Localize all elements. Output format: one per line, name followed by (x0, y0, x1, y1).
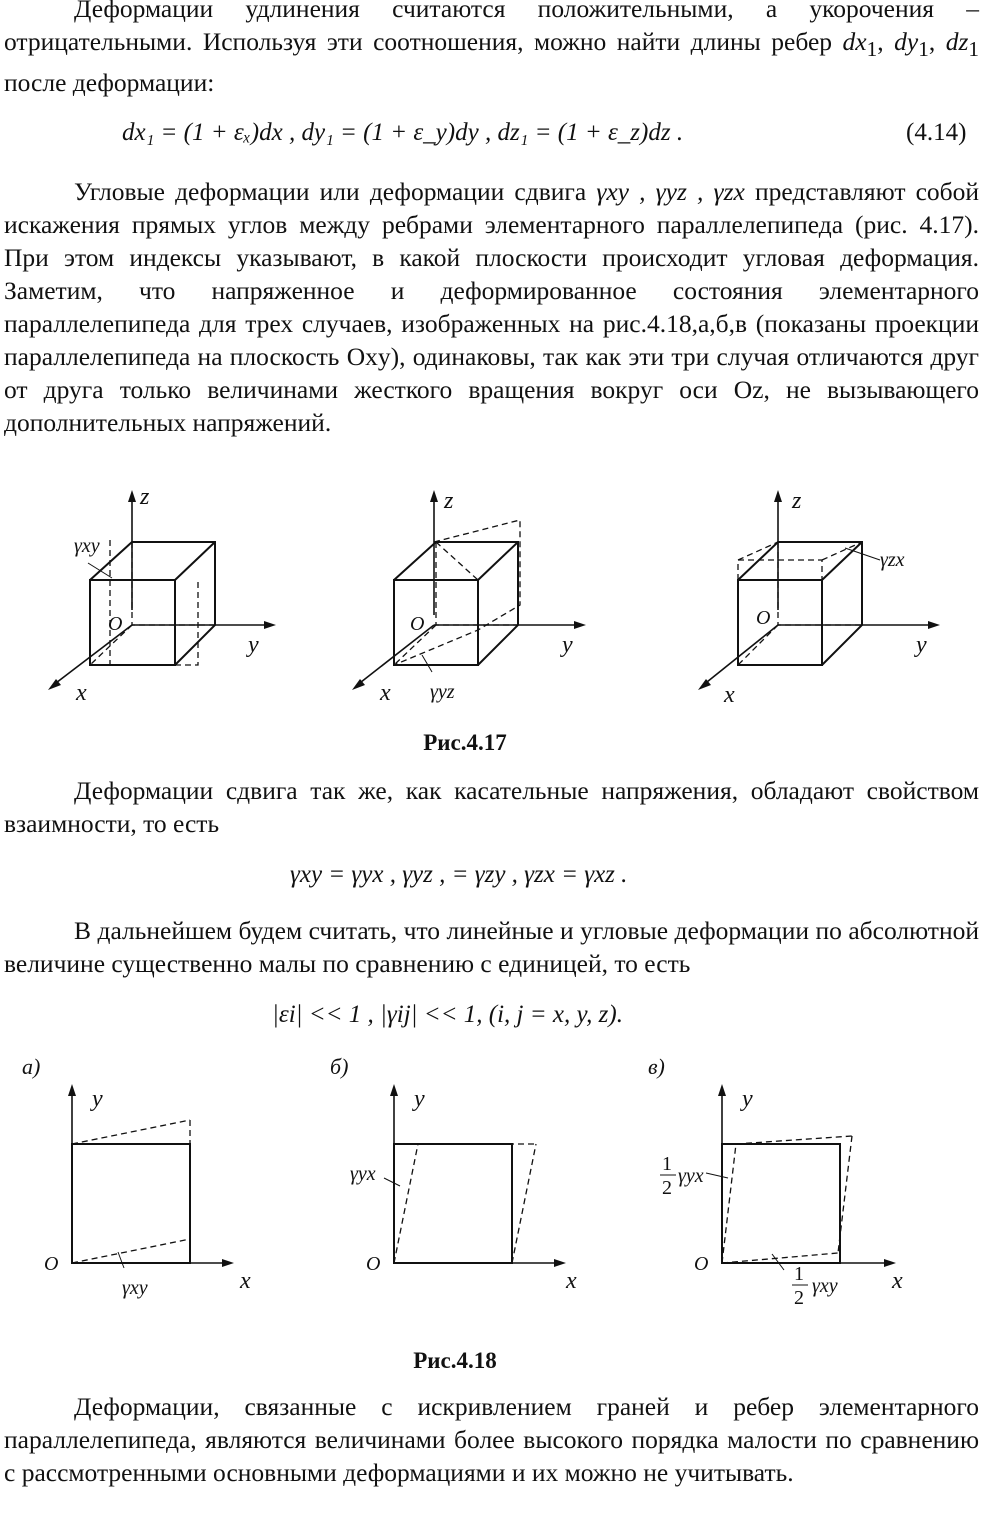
paragraph-elongation (4, 0, 979, 99)
figure-caption-4-18: Рис.4.18 (413, 1348, 497, 1373)
math-subscript: 1 (968, 37, 979, 62)
axis-label-x: x (380, 680, 391, 706)
gamma-xy-label: γxy (812, 1275, 838, 1297)
paragraph-line: после деформации: (4, 68, 215, 98)
panel-c (648, 1054, 903, 1309)
axis-label-z: z (140, 484, 150, 510)
origin-label: O (108, 613, 123, 635)
origin-label: O (694, 1253, 709, 1275)
half-denominator: 2 (794, 1287, 804, 1309)
punctuation: , (928, 27, 946, 56)
figure-4-17 (0, 480, 981, 740)
paragraph-reciprocity (4, 774, 979, 840)
gamma-xy-label: γxy (74, 535, 100, 557)
axis-label-y: y (92, 1086, 103, 1112)
axis-label-y: y (562, 632, 573, 658)
gamma-yz-label: γyz (430, 681, 455, 703)
paragraph-higher-order (4, 1390, 979, 1489)
paragraph-text: Деформации, связанные с искривлением граней и ребер элементарного параллелепипеда, являются величинами более высокого порядка малости по сравнению с рассмотренными основными деформациями и их можно не учитывать. (4, 1392, 979, 1487)
axis-label-y: y (248, 632, 259, 658)
axis-label-x: x (240, 1268, 251, 1294)
equation-4-14 (122, 116, 683, 149)
half-numerator: 1 (794, 1263, 804, 1285)
gamma-zx-label: γzx (880, 549, 905, 571)
figure-caption-4-17: Рис.4.17 (423, 730, 507, 755)
paragraph-shear-strain (4, 175, 979, 439)
axis-label-y: y (742, 1086, 753, 1112)
panel-label-c: в) (648, 1054, 665, 1079)
math-subscript: 1 (866, 37, 878, 62)
equation-reciprocity (290, 858, 627, 891)
axis-label-x: x (566, 1268, 577, 1294)
panel-label-a: а) (22, 1054, 41, 1079)
panel-b (330, 1054, 577, 1294)
paragraph-line: Деформации удлинения считаются положительными, а укорочения – (74, 0, 979, 23)
origin-label: O (756, 607, 771, 629)
gamma-yx-label: γyx (678, 1165, 704, 1187)
equation-small-strains (272, 998, 623, 1031)
cube-gamma-yz (352, 488, 586, 706)
math-symbol: dz (945, 27, 969, 56)
equation-text: |εi| << 1 , |γij| << 1, (i, j = x, y, z). (272, 1001, 623, 1028)
math-symbol: dy (894, 27, 919, 56)
gamma-yx-label: γyx (350, 1163, 376, 1185)
axis-label-z: z (792, 488, 802, 514)
paragraph-small-strains (4, 914, 979, 980)
half-denominator: 2 (662, 1177, 672, 1199)
equation-number: (4.14) (906, 119, 967, 146)
equation-text: dx₁ = (1 + εₓ)dx , dy₁ = (1 + ε_y)dy , dz₁ = (1 + ε_z)dz . (122, 119, 684, 146)
half-numerator: 1 (662, 1153, 672, 1175)
punctuation: , (877, 27, 884, 56)
panel-label-b: б) (330, 1054, 349, 1079)
panel-a (22, 1054, 251, 1299)
axis-label-x: x (76, 680, 87, 706)
cube-gamma-zx (698, 488, 940, 708)
equation-text: γxy = γyx , γyz , = γzy , γzx = γxz . (290, 861, 628, 888)
axis-label-y: y (916, 632, 927, 658)
math-symbols: γxy , γyz , γzx (596, 177, 745, 206)
cube-gamma-xy (48, 484, 276, 706)
origin-label: O (44, 1253, 59, 1275)
paragraph-text: В дальнейшем будем считать, что линейные и угловые деформации по абсолютной величине существенно малы по сравнению с единицей, то есть (4, 916, 979, 978)
paragraph-text: представляют собой искажения прямых углов между ребрами элементарного параллелепипеда (рис. 4.17). При этом индексы указывают, в какой плоскости происходит угловая деформация. Заметим, что напряженное и деформированное состояния элементарного параллелепипеда для трех случаев, изображенных на рис.4.18,а,б,в (показаны проекции параллелепипеда на плоскость Oxy), одинаковы, так как эти три случая отличаются друг от друга только величинами жесткого вращения вокруг оси Oz, не вызывающего дополнительных напряжений. (4, 177, 980, 437)
math-symbol: dx (842, 27, 867, 56)
axis-label-x: x (892, 1268, 903, 1294)
figure-4-18 (0, 1048, 981, 1348)
paragraph-text: Деформации сдвига так же, как касательные напряжения, обладают свойством взаимности, то есть (4, 776, 979, 838)
axis-label-z: z (444, 488, 454, 514)
axis-label-x: x (724, 682, 735, 708)
origin-label: O (410, 613, 425, 635)
origin-label: O (366, 1253, 381, 1275)
paragraph-line: отрицательными. Используя эти соотношения, можно найти длины ребер (4, 27, 833, 56)
paragraph-text: Угловые деформации или деформации сдвига (74, 177, 587, 206)
gamma-xy-label: γxy (122, 1277, 148, 1299)
math-subscript: 1 (918, 37, 929, 62)
axis-label-y: y (414, 1086, 425, 1112)
